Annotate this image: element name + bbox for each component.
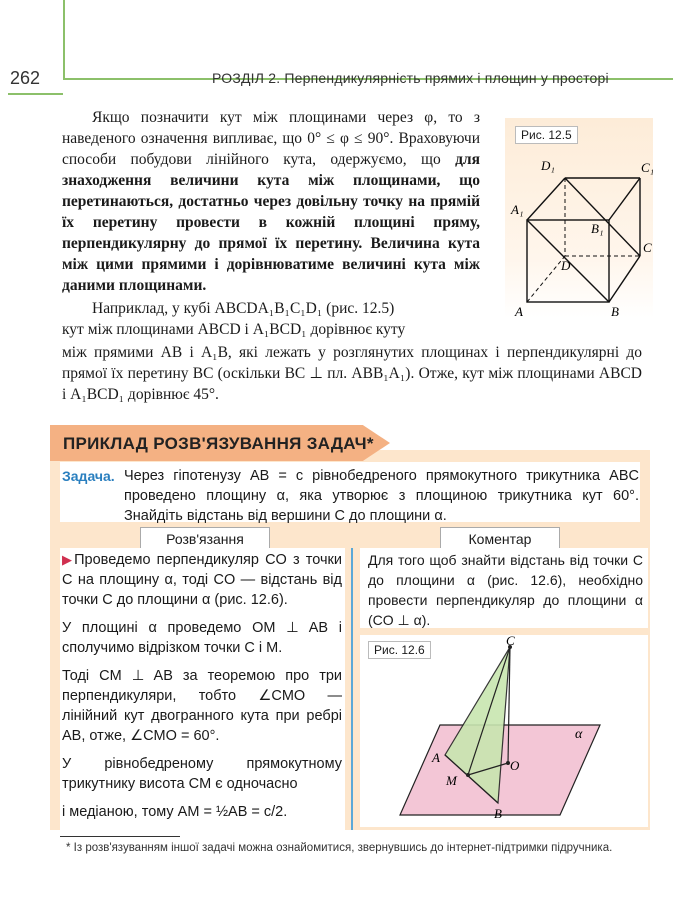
- label-a-fig6: A: [432, 750, 440, 765]
- plane-diagram: [360, 635, 648, 827]
- tab-comment: Коментар: [440, 527, 560, 549]
- label-b: B: [611, 304, 619, 318]
- column-divider: [351, 548, 353, 830]
- label-c1: C₁: [641, 160, 653, 175]
- header-frame: [63, 0, 673, 80]
- footnote: * Із розв'язуванням іншої задачі можна ознайомитися, звернувшись до інтернет-підтримки підручника.: [66, 842, 613, 854]
- label-c: C: [643, 240, 652, 255]
- figure-12-6-caption: Рис. 12.6: [368, 641, 431, 659]
- tab-solution: Розв'язання: [140, 527, 270, 549]
- label-d1: D₁: [541, 158, 555, 173]
- comment-text: Для того щоб знайти відстань від точки C до площини α (рис. 12.6), необхідно провести перпендикуляр до площини α (CO ⊥ α).: [368, 552, 643, 628]
- cube-diagram: [505, 118, 653, 318]
- page-number: 262: [10, 68, 41, 88]
- footnote-rule: [60, 836, 180, 837]
- label-a1: A₁: [511, 202, 524, 217]
- figure-12-5-caption: Рис. 12.5: [515, 126, 578, 144]
- label-alpha: α: [575, 727, 583, 742]
- header-rule: [8, 93, 63, 95]
- figure-12-5: [505, 118, 653, 318]
- solution-step-1: ▶Проведемо перпендикуляр CO з точки C на площину α, тоді CO — відстань від точки C до площини α (рис. 12.6).: [62, 552, 342, 608]
- task-label: Задача.: [62, 468, 115, 484]
- solution-text: [62, 550, 342, 830]
- label-c-fig6: C: [506, 635, 515, 648]
- example-paragraph: між прямими AB і A₁B, які лежать у розглянутих площинах і перпендикулярні до прямої їх перетину BC (оскільки BC ⊥ пл. ABB₁A₁). Отже, кут між площинами ABCD і A₁BCD₁ дорівнює 45°.: [62, 344, 642, 403]
- solution-step-3: Тоді CM ⊥ AB за теоремою про три перпендикуляри, тобто ∠CMO — лінійний кут двогранного кута при ребрі AB, отже, ∠CMO = 60°.: [62, 668, 342, 744]
- section-title: ПРИКЛАД РОЗВ'ЯЗУВАННЯ ЗАДАЧ*: [63, 434, 374, 453]
- arrow-icon: ▶: [62, 552, 75, 567]
- label-a: A: [515, 304, 523, 318]
- label-b1: B₁: [591, 221, 604, 236]
- label-m: M: [446, 773, 457, 788]
- intro-paragraph: Якщо позначити кут між площинами через φ, то з наведеного означення випливає, що 0° ≤ φ ≤ 90°. Враховуючи способи побудови лінійного кута, одержуємо, що для знаходження величини кута між площинами, що перетинаються, достатньо через довільну точку на прямій їх перетину провести в кожній площині пряму, перпендикулярну до прямої їх перетину. Величина кута між цими прямими і дорівнюватиме величині кута між даними площинами.: [62, 109, 480, 294]
- example-lines: Наприклад, у кубі ABCDA₁B₁C₁D₁ (рис. 12.5) кут між площинами ABCD і A₁BCD₁ дорівнює куту: [62, 300, 406, 338]
- solution-step-5: і медіаною, тому AM = ½AB = c/2.: [62, 804, 288, 820]
- solution-step-4: У рівнобедреному прямокутному трикутнику висота CM є одночасно: [62, 756, 342, 792]
- figure-12-6: [360, 635, 648, 827]
- solution-step-2: У площині α проведемо OM ⊥ AB і сполучимо відрізком точки C і M.: [62, 620, 342, 656]
- label-d: D: [561, 258, 571, 273]
- label-b-fig6: B: [494, 806, 502, 821]
- task-text: Через гіпотенузу AB = c рівнобедреного прямокутного трикутника ABC проведено площину α, яка утворює з площиною трикутника кут 60°. Знайдіть відстань від вершини C до площини α.: [124, 468, 639, 524]
- label-o: O: [510, 758, 520, 773]
- chapter-title: РОЗДІЛ 2. Перпендикулярність прямих і площин у просторі: [212, 70, 609, 86]
